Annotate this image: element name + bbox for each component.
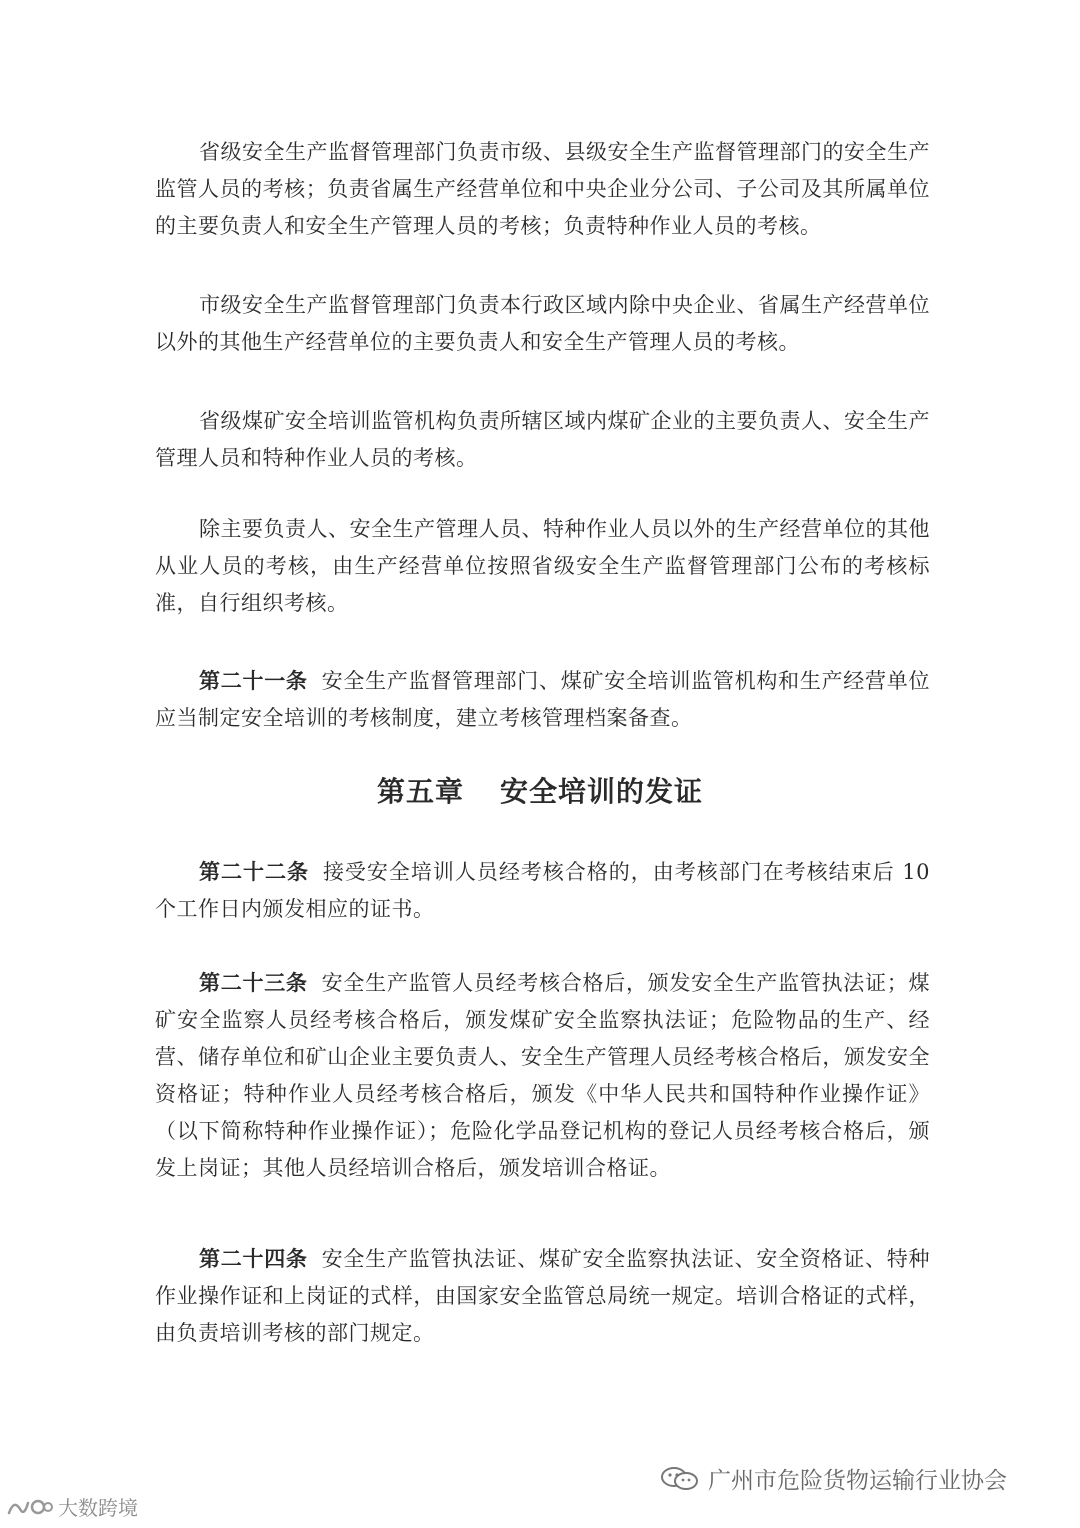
article-23 [155,964,930,1187]
article-24-text: 安全生产监管执法证、煤矿安全监察执法证、安全资格证、特种作业操作证和上岗证的式样，由国家安全监管总局统一规定。培训合格证的式样，由负责培训考核的部门规定。 [155,1247,930,1345]
source-watermark [6,1492,138,1521]
article-24 [155,1240,930,1352]
association-watermark [660,1462,1007,1495]
chapter-title: 安全培训的发证 [500,775,704,808]
article-22-label: 第二十二条 [199,859,309,884]
wechat-icon [660,1466,700,1492]
article-23-label: 第二十三条 [199,970,308,995]
logo-icon [6,1495,54,1519]
chapter-number: 第五章 [376,775,464,808]
article-22-text: 接受安全培训人员经考核合格的，由考核部门在考核结束后 10 个工作日内颁发相应的证书。 [155,860,930,921]
article-22 [155,853,930,928]
paragraph-other-staff-assessment: 除主要负责人、安全生产管理人员、特种作业人员以外的生产经营单位的其他从业人员的考核，由生产经营单位按照省级安全生产监督管理部门公布的考核标准，自行组织考核。 [155,517,930,615]
paragraph-provincial-assessment: 省级安全生产监督管理部门负责市级、县级安全生产监督管理部门的安全生产监管人员的考核；负责省属生产经营单位和中央企业分公司、子公司及其所属单位的主要负责人和安全生产管理人员的考核；负责特种作业人员的考核。 [155,140,930,238]
association-name: 广州市危险货物运输行业协会 [708,1468,1007,1494]
paragraph-municipal-assessment: 市级安全生产监督管理部门负责本行政区域内除中央企业、省属生产经营单位以外的其他生产经营单位的主要负责人和安全生产管理人员的考核。 [155,293,930,354]
source-name: 大数跨境 [58,1496,138,1520]
article-23-text: 安全生产监管人员经考核合格后，颁发安全生产监管执法证；煤矿安全监察人员经考核合格后，颁发煤矿安全监察执法证；危险物品的生产、经营、储存单位和矿山企业主要负责人、安全生产管理人员经考核合格后，颁发安全资格证；特种作业人员经考核合格后，颁发《中华人民共和国特种作业操作证》（以下简称特种作业操作证）；危险化学品登记机构的登记人员经考核合格后，颁发上岗证；其他人员经培训合格后，颁发培训合格证。 [155,971,930,1180]
article-24-label: 第二十四条 [199,1246,308,1271]
article-21 [155,662,930,737]
article-21-text: 安全生产监督管理部门、煤矿安全培训监管机构和生产经营单位应当制定安全培训的考核制度，建立考核管理档案备查。 [155,669,930,730]
article-21-label: 第二十一条 [199,668,308,693]
paragraph-coal-mine-assessment: 省级煤矿安全培训监管机构负责所辖区域内煤矿企业的主要负责人、安全生产管理人员和特种作业人员的考核。 [155,409,930,470]
chapter-heading [0,772,1080,812]
